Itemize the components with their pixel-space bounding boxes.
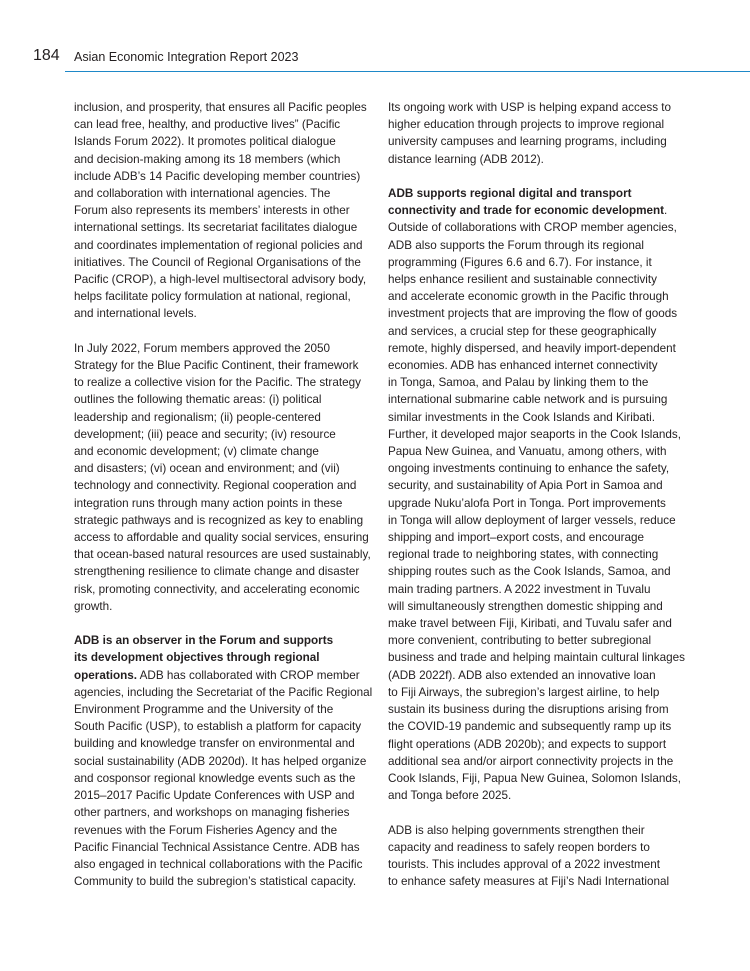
text-line: main trading partners. A 2022 investment in Tuvalu xyxy=(388,582,651,596)
text-line: growth. xyxy=(74,599,113,613)
text-line: Its ongoing work with USP is helping expand access to xyxy=(388,101,672,114)
text-line: revenues with the Forum Fisheries Agency and the xyxy=(74,823,338,837)
bold-text: its development objectives through regional xyxy=(74,651,320,665)
bold-lead-adb-observer xyxy=(74,632,374,684)
text-line xyxy=(74,649,374,666)
text-line: Papua New Guinea, and Vanuatu, among others, with xyxy=(388,445,667,459)
bold-text: ADB is an observer in the Forum and supports xyxy=(74,634,334,648)
text-line: Environment Programme and the University of the xyxy=(74,703,334,717)
bold-tail-text: . xyxy=(664,204,668,218)
text-line xyxy=(388,185,688,202)
text-line: and collaboration with international agencies. The xyxy=(74,187,331,201)
text-line: in Tonga, Samoa, and Palau by linking them to the xyxy=(388,376,649,390)
text-line: additional sea and/or airport connectivity projects in the xyxy=(388,754,674,768)
text-line: and economic development; (v) climate change xyxy=(74,445,319,459)
paragraph-usp-work xyxy=(388,99,688,168)
text-line: ADB is also helping governments strengthen their xyxy=(388,823,645,837)
text-line: more convenient, contributing to better subregional xyxy=(388,634,652,648)
text-line: strategic pathways and is recognized as key to enabling xyxy=(74,513,364,527)
text-line: remote, highly dispersed, and heavily import-dependent xyxy=(388,341,676,355)
text-line: security, and sustainability of Apia Port in Samoa and xyxy=(388,479,663,493)
text-line: to enhance safety measures at Fiji’s Nadi International xyxy=(388,875,670,889)
text-line: can lead free, healthy, and productive lives” (Pacific xyxy=(74,118,341,132)
text-line: make travel between Fiji, Kiribati, and Tuvalu safer and xyxy=(388,617,672,631)
text-line: outlines the following thematic areas: (i) political xyxy=(74,393,322,407)
text-line: development; (iii) peace and security; (iv) resource xyxy=(74,427,336,441)
text-line: investment projects that are improving the flow of goods xyxy=(388,307,678,321)
text-line: international settings. Its secretariat facilitates dialogue xyxy=(74,221,358,235)
report-title: Asian Economic Integration Report 2023 xyxy=(74,50,299,64)
text-line: in Tonga will allow deployment of larger vessels, reduce xyxy=(388,513,676,527)
text-line: regional trade to neighboring states, with connecting xyxy=(388,548,659,562)
text-line: university campuses and learning programs, including xyxy=(388,135,667,149)
text-line: helps enhance resilient and sustainable connectivity xyxy=(388,273,657,287)
text-line: economies. ADB has enhanced internet connectivity xyxy=(388,359,658,373)
text-line: social sustainability (ADB 2020d). It has helped organize xyxy=(74,754,367,768)
inline-text: ADB has collaborated with CROP member xyxy=(137,668,360,682)
text-line: that ocean-based natural resources are used sustainably, xyxy=(74,548,371,562)
text-line: access to affordable and quality social services, ensuring xyxy=(74,531,369,545)
paragraph-forum-role xyxy=(74,99,374,323)
text-line: risk, promoting connectivity, and accelerating economic xyxy=(74,582,360,596)
text-line: In July 2022, Forum members approved the 2050 xyxy=(74,341,330,355)
text-line: to realize a collective vision for the Pacific. The strategy xyxy=(74,376,361,390)
text-line: Pacific (CROP), a high-level multisectoral advisory body, xyxy=(74,273,367,287)
text-line: and international levels. xyxy=(74,307,197,321)
text-line: distance learning (ADB 2012). xyxy=(388,152,544,166)
text-line: the COVID-19 pandemic and subsequently ramp up its xyxy=(388,720,672,734)
text-line: Forum also represents its members’ interests in other xyxy=(74,204,350,218)
text-line: will simultaneously strengthen domestic shipping and xyxy=(388,599,663,613)
text-line: programming (Figures 6.6 and 6.7). For instance, it xyxy=(388,255,652,269)
paragraph-adb-observer xyxy=(74,632,374,890)
text-line xyxy=(74,667,374,684)
paragraph-tourism-readiness xyxy=(388,822,688,891)
text-line: and services, a crucial step for these geographically xyxy=(388,324,657,338)
text-line: other partners, and workshops on managing fisheries xyxy=(74,806,350,820)
right-column xyxy=(388,99,688,908)
page-number: 184 xyxy=(33,47,60,64)
bold-text: ADB supports regional digital and transport xyxy=(388,187,632,200)
text-line: ADB also supports the Forum through its regional xyxy=(388,238,644,252)
text-line: international submarine cable network and is pursuing xyxy=(388,393,668,407)
text-line: agencies, including the Secretariat of the Pacific Regional xyxy=(74,685,373,699)
text-line: to Fiji Airways, the subregion’s largest airline, to help xyxy=(388,685,660,699)
paragraph-connectivity-body xyxy=(388,219,688,804)
text-line: flight operations (ADB 2020b); and expects to support xyxy=(388,737,667,751)
paragraph-connectivity xyxy=(388,185,688,804)
bold-text: connectivity and trade for economic development xyxy=(388,204,665,218)
text-line: 2015–2017 Pacific Update Conferences with USP and xyxy=(74,789,355,803)
text-line: shipping and import–export costs, and encourage xyxy=(388,531,644,545)
text-line: inclusion, and prosperity, that ensures all Pacific peoples xyxy=(74,101,367,114)
paragraph-2050-strategy xyxy=(74,340,374,615)
text-line: and accelerate economic growth in the Pacific through xyxy=(388,290,669,304)
text-line: tourists. This includes approval of a 2022 investment xyxy=(388,857,660,871)
paragraph-adb-observer-body xyxy=(74,684,374,890)
text-line: and cosponsor regional knowledge events such as the xyxy=(74,771,356,785)
page-header xyxy=(0,0,750,75)
text-line: Strategy for the Blue Pacific Continent, their framework xyxy=(74,359,359,373)
text-line: also engaged in technical collaborations with the Pacific xyxy=(74,857,363,871)
text-line: and disasters; (vi) ocean and environment; and (vii) xyxy=(74,462,340,476)
bold-text: operations. xyxy=(74,668,137,682)
text-line: integration runs through many action points in these xyxy=(74,496,343,510)
text-line: strengthening resilience to climate change and disaster xyxy=(74,565,360,579)
text-line: helps facilitate policy formulation at national, regional, xyxy=(74,290,351,304)
bold-lead-connectivity xyxy=(388,185,688,219)
text-line: Outside of collaborations with CROP member agencies, xyxy=(388,221,677,235)
text-line: upgrade Nuku’alofa Port in Tonga. Port improvements xyxy=(388,496,666,510)
text-line: business and trade and helping maintain cultural linkages xyxy=(388,651,685,665)
text-line: leadership and regionalism; (ii) people-centered xyxy=(74,410,321,424)
text-line: shipping routes such as the Cook Islands, Samoa, and xyxy=(388,565,671,579)
text-line: technology and connectivity. Regional cooperation and xyxy=(74,479,357,493)
text-line: and coordinates implementation of regional policies and xyxy=(74,238,363,252)
text-line: Cook Islands, Fiji, Papua New Guinea, Solomon Islands, xyxy=(388,771,681,785)
text-line: Further, it developed major seaports in the Cook Islands, xyxy=(388,427,681,441)
text-line: and decision-making among its 18 members (which xyxy=(74,152,341,166)
text-line: South Pacific (USP), to establish a platform for capacity xyxy=(74,720,362,734)
text-line xyxy=(74,632,374,649)
header-rule xyxy=(65,71,750,72)
text-line: Community to build the subregion’s statistical capacity. xyxy=(74,875,357,889)
text-line: and Tonga before 2025. xyxy=(388,789,512,803)
text-line: ongoing investments continuing to enhance the safety, xyxy=(388,462,670,476)
text-line: initiatives. The Council of Regional Organisations of the xyxy=(74,255,361,269)
text-line: similar investments in the Cook Islands and Kiribati. xyxy=(388,410,655,424)
text-line: sustain its business during the disruptions arising from xyxy=(388,703,669,717)
text-line: (ADB 2022f). ADB also extended an innovative loan xyxy=(388,668,656,682)
text-line: higher education through projects to improve regional xyxy=(388,118,665,132)
left-column xyxy=(74,99,374,908)
text-line: building and knowledge transfer on environmental and xyxy=(74,737,355,751)
text-line xyxy=(388,202,688,219)
text-line: Pacific Financial Technical Assistance Centre. ADB has xyxy=(74,840,360,854)
text-line: include ADB’s 14 Pacific developing member countries) xyxy=(74,169,361,183)
text-line: Islands Forum 2022). It promotes political dialogue xyxy=(74,135,336,149)
text-line: capacity and readiness to safely reopen borders to xyxy=(388,840,650,854)
